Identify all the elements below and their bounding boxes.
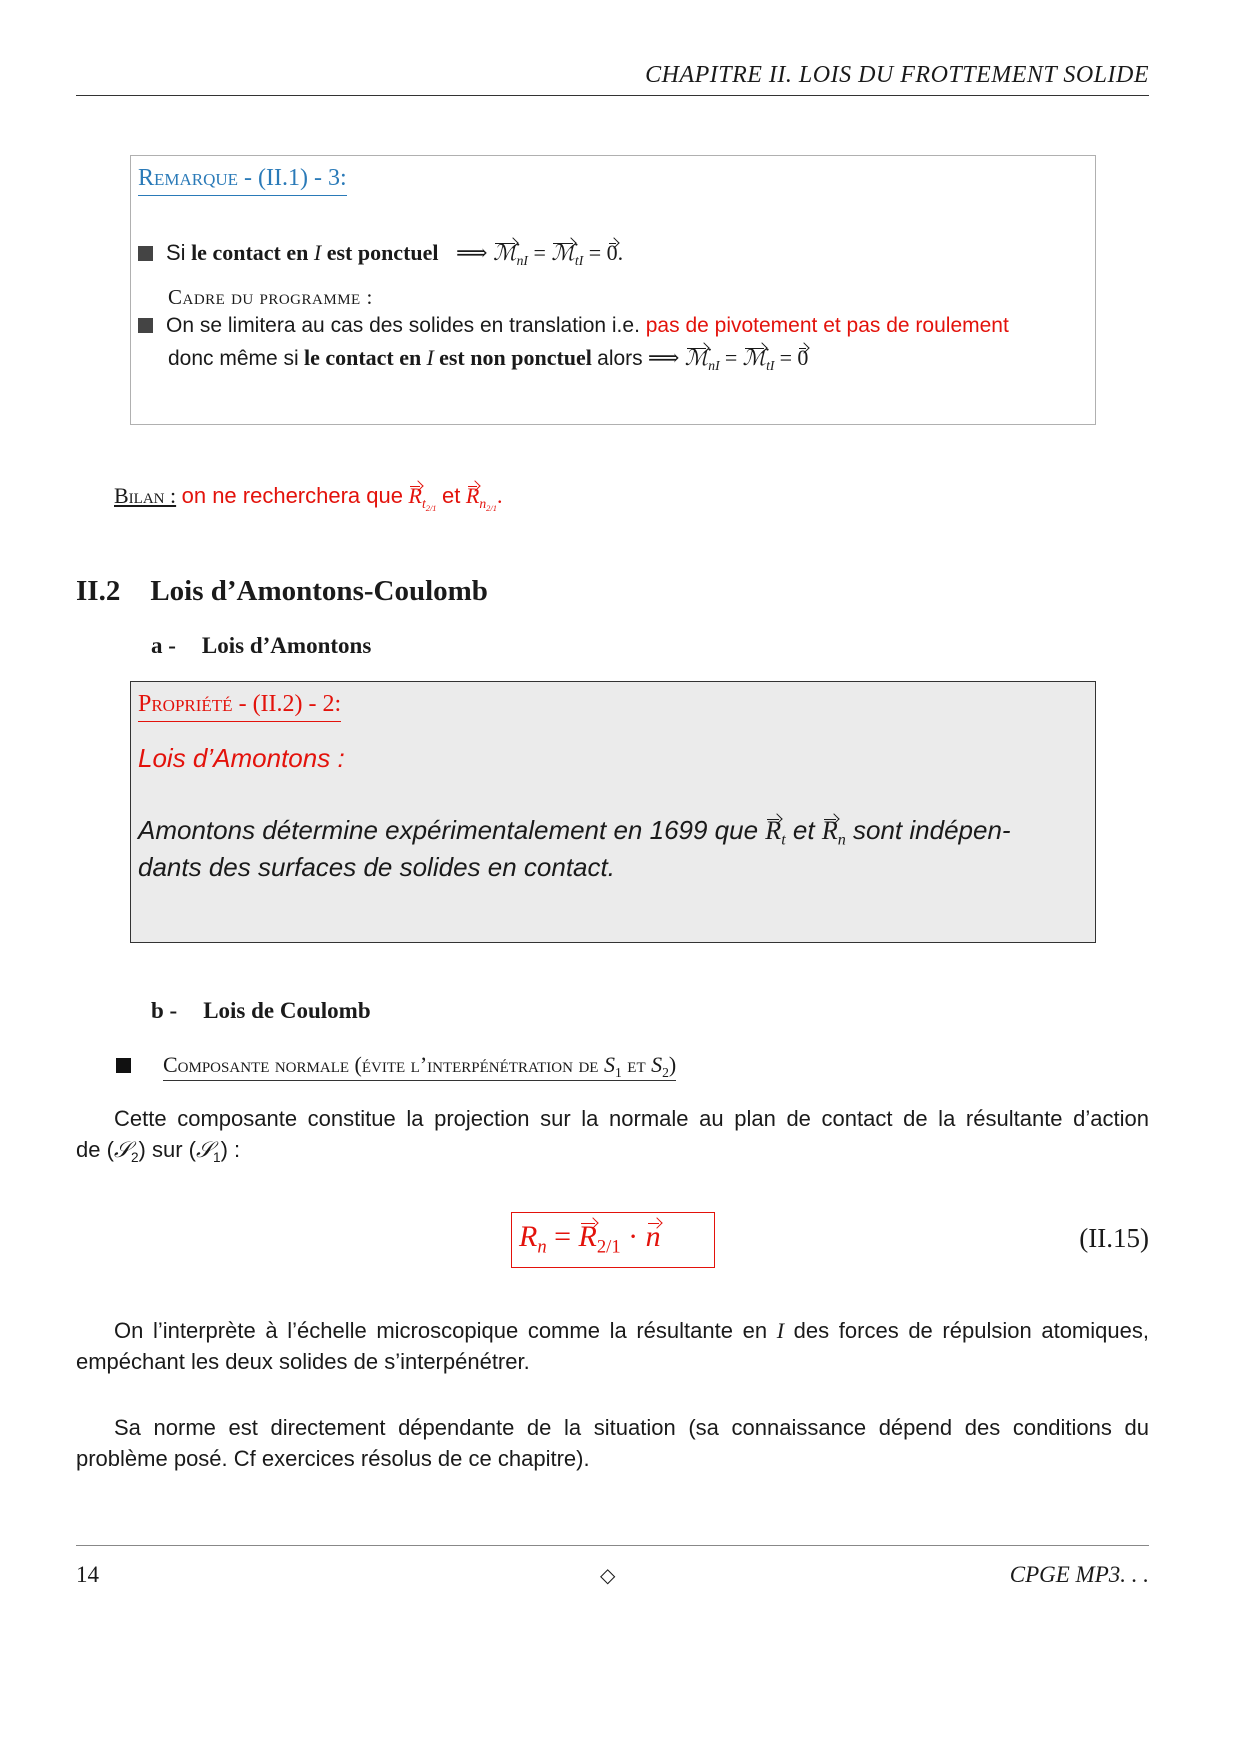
bullet-square-icon xyxy=(116,1058,131,1073)
property-text-line2: dants des surfaces de solides en contact. xyxy=(138,852,615,882)
property-subtitle: Lois d’Amontons : xyxy=(138,743,345,773)
bullet-square-icon xyxy=(138,318,153,333)
remark-item-2-line2: donc même si le contact en I est non ponctuel alors ⟹ ℳ$_{nI}$ = ℳ$_{tI}$ = 0 xyxy=(168,345,809,373)
running-header: CHAPITRE II. LOIS DU FROTTEMENT SOLIDE xyxy=(645,62,1149,88)
footer-right: CPGE MP3. . . xyxy=(1009,1562,1149,1587)
property-box xyxy=(130,681,1096,943)
footer-rule xyxy=(76,1545,1149,1546)
property-title: Propriété - (II.2) - 2: xyxy=(138,691,341,722)
diamond-icon: ◇ xyxy=(600,1565,616,1587)
header-rule xyxy=(76,95,1149,96)
property-text-line1: Amontons détermine expérimentalement en 1699 que $R_t$ et $R_n$ sont indépen- xyxy=(138,815,1011,849)
paragraph-normal-component: Cette composante constitue la projection sur la normale au plan de contact de la résultante d’action de (𝒮$_2$) sur (𝒮$_1$) : xyxy=(76,1106,1149,1165)
section-heading: II.2 Lois d’Amontons-Coulomb xyxy=(76,575,488,607)
bilan-label: Bilan : xyxy=(114,483,177,508)
page-number: 14 xyxy=(76,1562,99,1587)
equation-normal-force: $R_n = R_{2/1} \cdot n$ xyxy=(519,1220,661,1258)
paragraph-interpretation: On l’interprète à l’échelle microscopique comme la résultante en I des forces de répulsion atomiques, empéchant les deux solides de s’interpénétrer. xyxy=(76,1318,1149,1374)
subsection-b-heading: b - Lois de Coulomb xyxy=(151,998,371,1023)
vector-m-t: ℳ xyxy=(551,240,575,265)
vector-m-n: ℳ xyxy=(493,240,517,265)
bullet-square-icon xyxy=(138,246,153,261)
paragraph-norm: Sa norme est directement dépendante de la situation (sa connaissance dépend des conditions du problème posé. Cf exercices résolus de ce chapitre). xyxy=(76,1415,1149,1471)
remark-box xyxy=(130,155,1096,425)
bilan-line: Bilan : on ne recherchera que $R_{t_{2/1}}$ et $R_{n_{2/1}}$. xyxy=(114,483,503,513)
subsection-a-heading: a - Lois d’Amontons xyxy=(151,633,372,658)
cadre-label: Cadre du programme : xyxy=(168,285,373,309)
vector-zero: 0 xyxy=(606,240,618,265)
remark-item-1: Si le contact en I est ponctuel ⟹ ℳ$_{nI}$ = ℳ$_{tI}$ = 0. xyxy=(138,240,623,269)
remark-item-2: On se limitera au cas des solides en translation i.e. pas de pivotement et pas de roulement xyxy=(138,314,1009,338)
equation-number: (II.15) xyxy=(1079,1223,1149,1253)
normal-component-heading: Composante normale (évite l’interpénétration de $S_1$ et $S_2$) xyxy=(116,1052,676,1081)
remark-title: Remarque - (II.1) - 3: xyxy=(138,165,347,196)
